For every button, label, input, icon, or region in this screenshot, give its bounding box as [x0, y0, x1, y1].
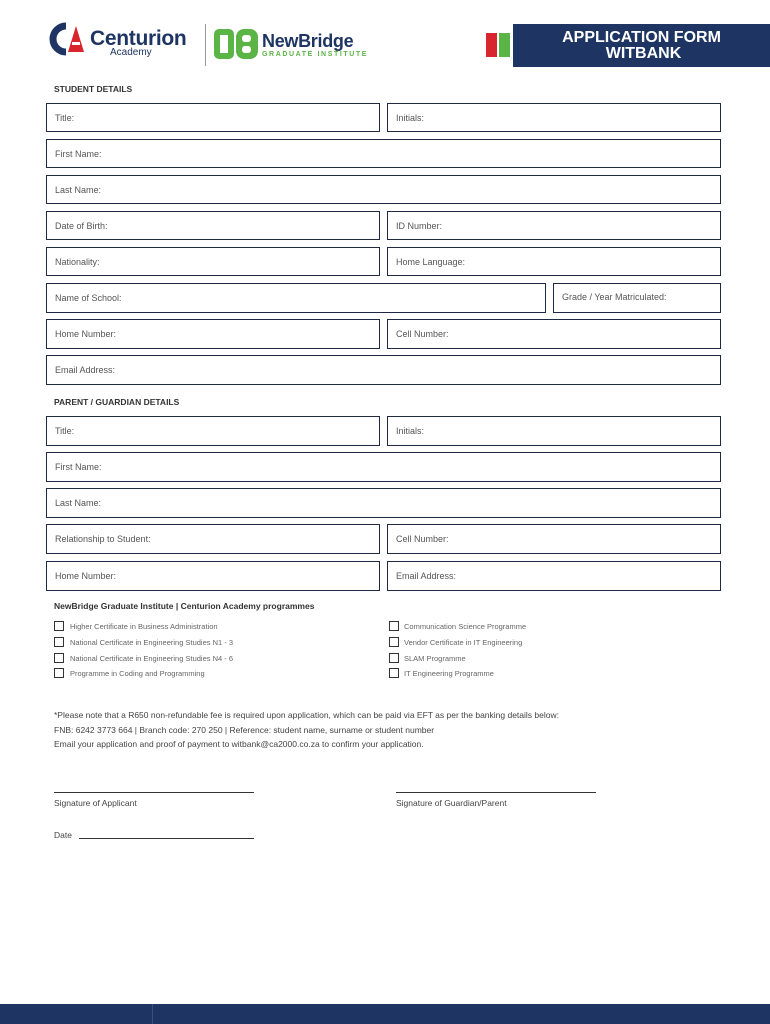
- applicant-signature-label: Signature of Applicant: [54, 798, 137, 808]
- programme-checkbox[interactable]: [389, 621, 399, 631]
- student-title-field[interactable]: [46, 103, 380, 132]
- field-label: Grade / Year Matriculated:: [562, 292, 667, 302]
- student-grade-year-field[interactable]: [553, 283, 721, 313]
- parent-cell-number-field[interactable]: [387, 524, 721, 554]
- fee-note: *Please note that a R650 non-refundable fee is required upon application, which can be paid via EFT as per the banking details below:: [54, 710, 559, 720]
- banking-details: FNB: 6242 3773 664 | Branch code: 270 250 | Reference: student name, surname or student number: [54, 725, 435, 735]
- field-label: First Name:: [55, 148, 102, 159]
- programme-label: IT Engineering Programme: [404, 669, 494, 678]
- field-label: Home Language:: [396, 256, 466, 267]
- parent-title-field[interactable]: [46, 416, 380, 446]
- field-label: Date of Birth:: [55, 220, 108, 231]
- student-id-number-field[interactable]: [387, 211, 721, 240]
- field-label: Cell Number:: [396, 534, 449, 544]
- newbridge-logo-text: NewBridge: [262, 31, 354, 51]
- applicant-signature-line[interactable]: [54, 792, 254, 793]
- programme-label: Communication Science Programme: [404, 622, 527, 631]
- student-dob-field[interactable]: [46, 211, 380, 240]
- student-email-field[interactable]: [46, 355, 721, 385]
- programme-checkbox[interactable]: [389, 668, 399, 678]
- student-cell-number-field[interactable]: [387, 319, 721, 349]
- student-first-name-field[interactable]: [46, 139, 721, 168]
- programme-label: Vendor Certificate in IT Engineering: [404, 638, 523, 647]
- field-label: Last Name:: [55, 498, 102, 508]
- student-home-language-field[interactable]: [387, 247, 721, 276]
- flag-green-stripe: [499, 33, 510, 57]
- programme-checkbox[interactable]: [54, 621, 64, 631]
- student-last-name-field[interactable]: [46, 175, 721, 204]
- parent-last-name-field[interactable]: [46, 488, 721, 518]
- field-label: Last Name:: [55, 184, 102, 195]
- student-nationality-field[interactable]: [46, 247, 380, 276]
- programme-label: Higher Certificate in Business Administration: [70, 622, 218, 631]
- programme-checkbox[interactable]: [389, 637, 399, 647]
- programme-checkbox[interactable]: [54, 637, 64, 647]
- student-initials-field[interactable]: [387, 103, 721, 132]
- programme-label: National Certificate in Engineering Studies N4 - 6: [70, 654, 234, 663]
- programme-label: National Certificate in Engineering Studies N1 - 3: [70, 638, 234, 647]
- field-label: Email Address:: [396, 571, 457, 581]
- programme-checkbox[interactable]: [54, 653, 64, 663]
- centurion-logo-text: Centurion: [90, 27, 187, 50]
- programme-label: SLAM Programme: [404, 654, 466, 663]
- student-school-field[interactable]: [46, 283, 546, 313]
- field-label: Relationship to Student:: [55, 534, 151, 544]
- parent-email-field[interactable]: [387, 561, 721, 591]
- field-label: First Name:: [55, 462, 102, 472]
- programme-label: Programme in Coding and Programming: [70, 669, 205, 678]
- programme-checkbox[interactable]: [54, 668, 64, 678]
- field-label: Initials:: [396, 112, 425, 123]
- programmes-heading: NewBridge Graduate Institute | Centurion Academy programmes: [54, 601, 315, 611]
- date-label: Date: [54, 830, 72, 840]
- guardian-signature-line[interactable]: [396, 792, 596, 793]
- parent-home-number-field[interactable]: [46, 561, 380, 591]
- form-location: WITBANK: [605, 45, 682, 62]
- flag-red-stripe: [486, 33, 497, 57]
- field-label: Nationality:: [55, 256, 100, 267]
- student-details-heading: STUDENT DETAILS: [54, 84, 133, 94]
- centurion-logo-subtext: Academy: [110, 47, 152, 58]
- parent-details-heading: PARENT / GUARDIAN DETAILS: [54, 397, 180, 407]
- newbridge-logo-subtext: GRADUATE INSTITUTE: [262, 51, 369, 58]
- parent-initials-field[interactable]: [387, 416, 721, 446]
- field-label: Home Number:: [55, 571, 117, 581]
- logo-divider: [205, 24, 206, 66]
- parent-first-name-field[interactable]: [46, 452, 721, 482]
- field-label: Home Number:: [55, 329, 117, 339]
- email-instruction: Email your application and proof of payment to witbank@ca2000.co.za to confirm your application.: [54, 739, 424, 749]
- centurion-logo-icon: [46, 22, 90, 56]
- field-label: Email Address:: [55, 365, 116, 375]
- field-label: Title:: [55, 426, 75, 436]
- date-line[interactable]: [79, 838, 254, 839]
- newbridge-logo-icon: [214, 27, 260, 61]
- field-label: Name of School:: [55, 293, 122, 303]
- field-label: Initials:: [396, 426, 425, 436]
- student-home-number-field[interactable]: [46, 319, 380, 349]
- parent-relationship-field[interactable]: [46, 524, 380, 554]
- form-title: APPLICATION FORM: [562, 29, 721, 46]
- footer-separator: [152, 1004, 153, 1024]
- programme-checkbox[interactable]: [389, 653, 399, 663]
- footer-bar: [0, 1004, 770, 1024]
- field-label: Title:: [55, 112, 75, 123]
- field-label: Cell Number:: [396, 329, 449, 339]
- field-label: ID Number:: [396, 220, 443, 231]
- guardian-signature-label: Signature of Guardian/Parent: [396, 798, 507, 808]
- form-title-banner: [513, 24, 770, 67]
